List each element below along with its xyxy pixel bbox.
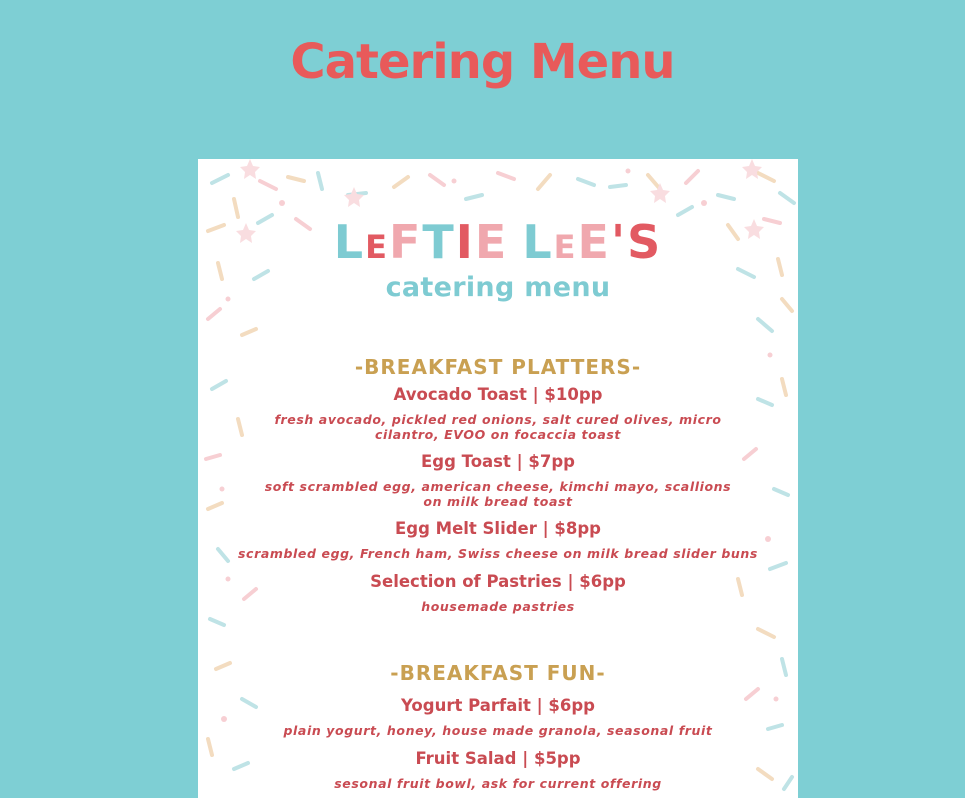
- logo-letter: L: [333, 215, 366, 269]
- description-line: on milk bread toast: [423, 494, 573, 509]
- menu-item-description: [258, 479, 738, 509]
- menu-item-description: [258, 412, 738, 442]
- logo-letter: E: [577, 215, 611, 269]
- logo-letter: E: [553, 228, 578, 266]
- menu-item-description: [258, 776, 738, 791]
- logo-letter: T: [422, 215, 456, 269]
- menu-item-description: [258, 723, 738, 738]
- description-line: fresh avocado, pickled red onions, salt cured olives, micro: [274, 412, 722, 427]
- logo-letter: L: [522, 215, 554, 269]
- logo-letter: I: [455, 215, 475, 269]
- description-line: sesonal fruit bowl, ask for current offering: [334, 776, 662, 791]
- logo-letter: F: [388, 215, 423, 269]
- page-title: Catering Menu: [290, 34, 675, 90]
- logo-letter: S: [627, 215, 663, 269]
- description-line: soft scrambled egg, american cheese, kimchi mayo, scallions: [264, 479, 732, 494]
- section-heading-breakfast-platters: -BREAKFAST PLATTERS-: [354, 355, 642, 379]
- menu-item-name: Avocado Toast | $10pp: [393, 385, 603, 404]
- menu-item-name: Fruit Salad | $5pp: [415, 749, 581, 768]
- description-line: housemade pastries: [421, 599, 575, 614]
- description-line: cilantro, EVOO on focaccia toast: [375, 427, 621, 442]
- menu-item-name: Egg Toast | $7pp: [421, 452, 575, 471]
- menu-item-description: [218, 546, 778, 561]
- menu-item-name: Yogurt Parfait | $6pp: [401, 696, 595, 715]
- description-line: plain yogurt, honey, house made granola, seasonal fruit: [283, 723, 713, 738]
- logo-letter: ': [610, 215, 628, 269]
- logo-letter: E: [474, 215, 509, 269]
- brand-logo: [198, 217, 798, 272]
- menu-card: [198, 159, 798, 798]
- menu-subtitle: catering menu: [385, 272, 611, 303]
- description-line: scrambled egg, French ham, Swiss cheese on milk bread slider buns: [238, 546, 758, 561]
- menu-item-name: Egg Melt Slider | $8pp: [395, 519, 601, 538]
- section-heading-breakfast-fun: -BREAKFAST FUN-: [390, 661, 606, 685]
- menu-item-description: [258, 599, 738, 614]
- logo-letter: E: [365, 228, 389, 266]
- menu-item-name: Selection of Pastries | $6pp: [370, 572, 626, 591]
